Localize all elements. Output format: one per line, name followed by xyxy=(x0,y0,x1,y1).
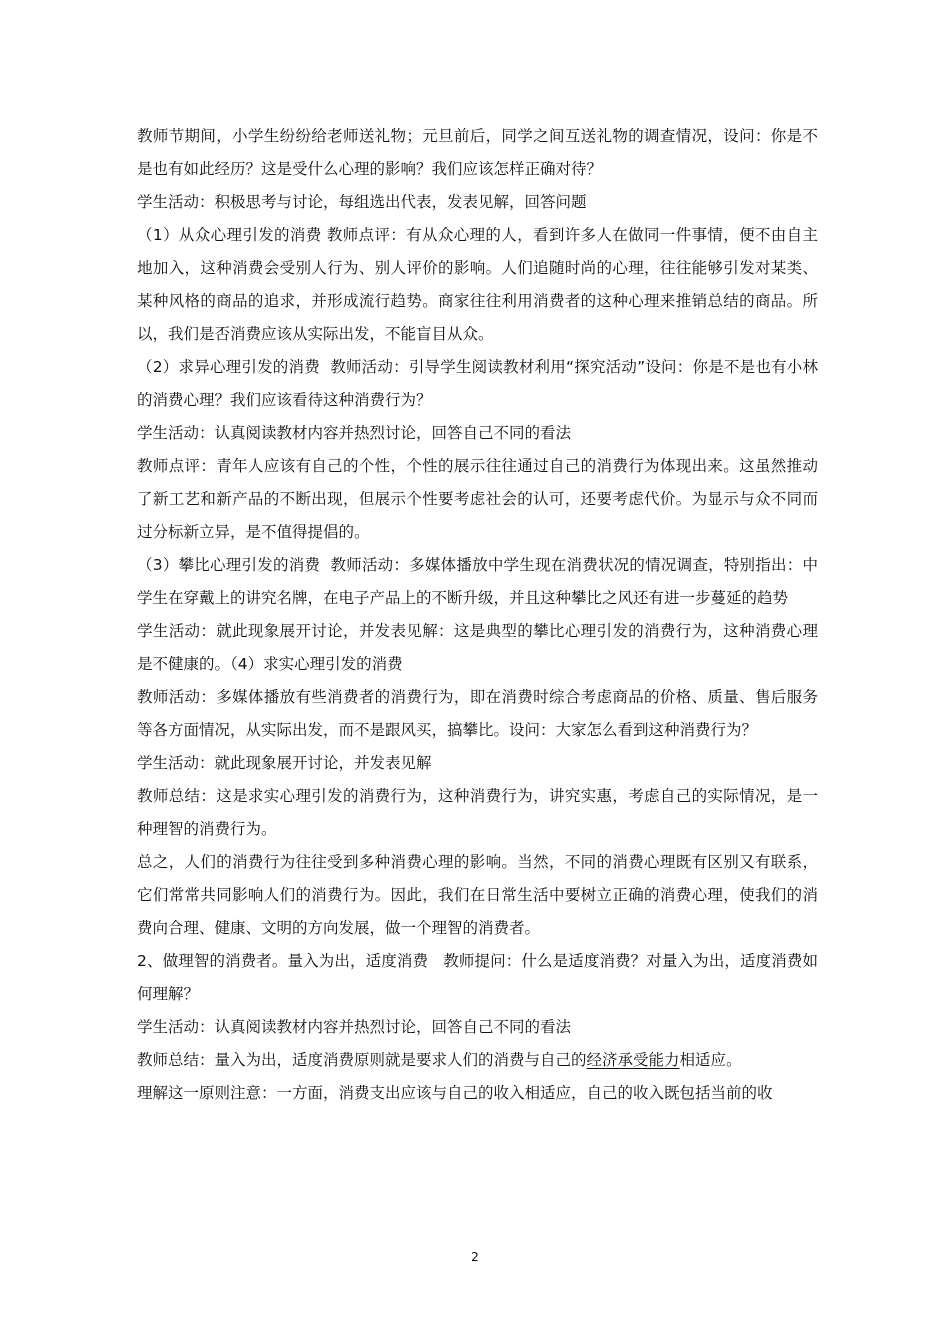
paragraph-summary xyxy=(137,1044,818,1077)
page-number: 2 xyxy=(471,1250,479,1264)
paragraph-4: （2）求异心理引发的消费 教师活动：引导学生阅读教材利用“探究活动”设问：你是不是也有小林的消费心理？我们应该看待这种消费行为？ xyxy=(137,358,818,409)
paragraph-2: 学生活动：积极思考与讨论，每组选出代表，发表见解，回答问题 xyxy=(137,193,587,211)
paragraph-6: 教师点评：青年人应该有自己的个性，个性的展示往往通过自己的消费行为体现出来。这虽然推动了新工艺和新产品的不断出现，但展示个性要考虑社会的认可，还要考虑代价。为显示与众不同而过分标新立异，是不值得提倡的。 xyxy=(137,457,818,541)
paragraph-10: 学生活动：就此现象展开讨论，并发表见解 xyxy=(137,754,432,772)
paragraph-13: 2、做理智的消费者。量入为出，适度消费 教师提问：什么是适度消费？对量入为出，适度消费如何理解？ xyxy=(137,952,818,1003)
summary-text-after: 相适应。 xyxy=(679,1051,742,1069)
paragraph-12: 总之，人们的消费行为往往受到多种消费心理的影响。当然，不同的消费心理既有区别又有联系，它们常常共同影响人们的消费行为。因此，我们在日常生活中要树立正确的消费心理，使我们的消费向合理、健康、文明的方向发展，做一个理智的消费者。 xyxy=(137,853,818,937)
paragraph-1: 教师节期间，小学生纷纷给老师送礼物；元旦前后，同学之间互送礼物的调查情况，设问：你是不是也有如此经历？这是受什么心理的影响？我们应该怎样正确对待？ xyxy=(137,127,818,178)
paragraph-8: 学生活动：就此现象展开讨论，并发表见解：这是典型的攀比心理引发的消费行为，这种消费心理是不健康的。（4）求实心理引发的消费 xyxy=(137,622,818,673)
summary-text-before: 教师总结：量入为出，适度消费原则就是要求人们的消费与自己的 xyxy=(137,1051,587,1069)
paragraph-11: 教师总结：这是求实心理引发的消费行为，这种消费行为，讲究实惠，考虑自己的实际情况，是一种理智的消费行为。 xyxy=(137,787,818,838)
paragraph-14: 学生活动：认真阅读教材内容并热烈讨论，回答自己不同的看法 xyxy=(137,1018,572,1036)
paragraph-9: 教师活动：多媒体播放有些消费者的消费行为，即在消费时综合考虑商品的价格、质量、售后服务等各方面情况，从实际出发，而不是跟风买，搞攀比。设问：大家怎么看到这种消费行为？ xyxy=(137,688,818,739)
paragraph-5: 学生活动：认真阅读教材内容并热烈讨论，回答自己不同的看法 xyxy=(137,424,572,442)
document-body xyxy=(137,120,818,1110)
summary-underlined-term: 经济承受能力 xyxy=(586,1051,680,1069)
paragraph-3: （1）从众心理引发的消费 教师点评：有从众心理的人，看到许多人在做同一件事情，便不由自主地加入，这种消费会受别人行为、别人评价的影响。人们追随时尚的心理，往往能够引发对某类、某种风格的商品的追求，并形成流行趋势。商家往往利用消费者的这种心理来推销总结的商品。所以，我们是否消费应该从实际出发，不能盲目从众。 xyxy=(137,226,818,343)
paragraph-7: （3）攀比心理引发的消费 教师活动：多媒体播放中学生现在消费状况的情况调查，特别指出：中学生在穿戴上的讲究名牌，在电子产品上的不断升级，并且这种攀比之风还有进一步蔓延的趋势 xyxy=(137,556,818,607)
paragraph-last: 理解这一原则注意：一方面，消费支出应该与自己的收入相适应，自己的收入既包括当前的收 xyxy=(137,1084,773,1102)
